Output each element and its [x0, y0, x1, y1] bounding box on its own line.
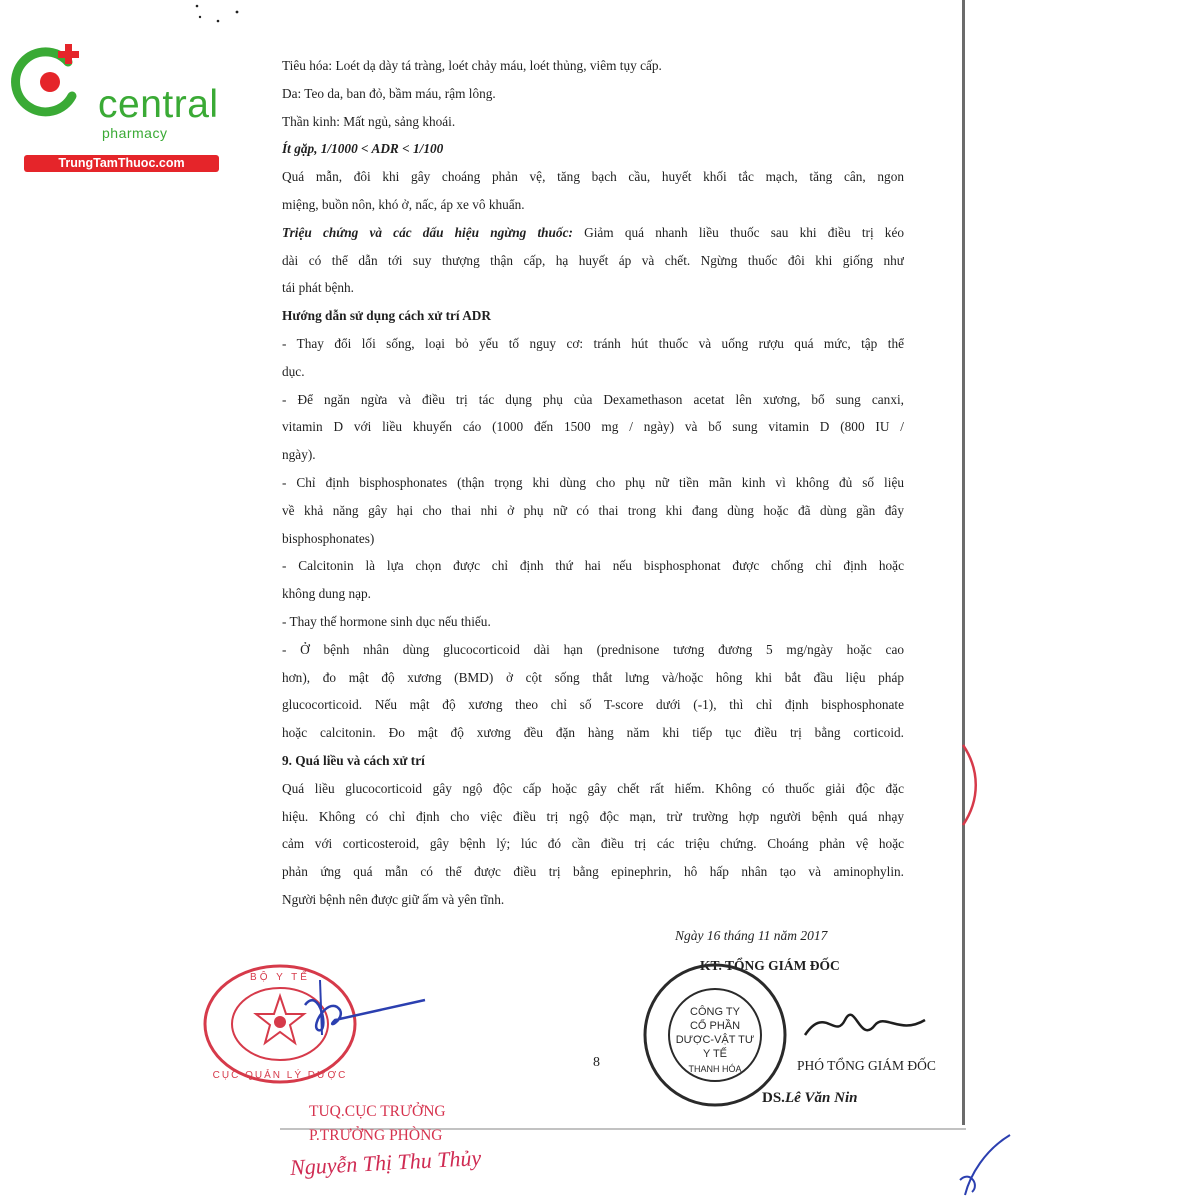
blue-signature-icon: [300, 975, 430, 1045]
text-line: - Thay thế hormone sinh dục nếu thiếu.: [282, 613, 491, 629]
corner-signature-icon: [950, 1130, 1020, 1200]
text-line: Da: Teo da, ban đỏ, bầm máu, rậm lông.: [282, 85, 496, 101]
text-line: - Calcitonin là lựa chọn được chỉ định thứ hai nếu bisphosphonat được chống chỉ định hoặc: [282, 558, 904, 574]
section-heading: Hướng dẫn sử dụng cách xử trí ADR: [282, 308, 491, 324]
page-number: 8: [593, 1055, 600, 1070]
svg-text:CÔNG TY: CÔNG TY: [690, 1006, 740, 1018]
svg-text:DƯỢC-VẬT TƯ: DƯỢC-VẬT TƯ: [675, 1034, 755, 1046]
text-line: [282, 219, 904, 247]
text-line: Tiêu hóa: Loét dạ dày tá tràng, loét chảy máu, loét thủng, viêm tụy cấp.: [282, 58, 662, 73]
svg-text:CỤC QUẢN LÝ DƯỢC: CỤC QUẢN LÝ DƯỢC: [212, 1070, 348, 1081]
text-line: Quá liều glucocorticoid gây ngộ độc cấp hoặc gây chết rất hiếm. Không có thuốc giải độc đặc: [282, 780, 904, 796]
text-line: hiệu. Không có chỉ định cho việc điều trị ngộ độc mạn, trừ trường hợp người bệnh quá nhạy: [282, 808, 904, 824]
section-heading: 9. Quá liều và cách xử trí: [282, 752, 425, 768]
document-body: [282, 52, 904, 914]
text-line: tái phát bệnh.: [282, 280, 355, 296]
signer-title: KT. TỔNG GIÁM ĐỐC: [700, 958, 840, 973]
inline-heading: Triệu chứng và các dấu hiệu ngừng thuốc:: [282, 224, 573, 240]
text-line: glucocorticoid. Nếu mật độ xương theo chỉ số T-score dưới (-1), thì chỉ định bisphosphonate: [282, 697, 904, 713]
text-line: phản ứng quá mẫn có thể được điều trị bằng epinephrin, hô hấp nhân tạo và aminophylin.: [282, 864, 904, 880]
text-line: cảm với corticosteroid, gây bệnh lý; lúc đó cần điều trị các triệu chứng. Choáng phản vệ hoặc: [282, 836, 904, 852]
text-line: hoặc calcitonin. Đo mật độ xương đều đặn hàng năm khi tiếp tục điều trị bằng corticoid.: [282, 725, 904, 741]
text-line: dục.: [282, 363, 305, 379]
text-line: vitamin D với liều khuyến cáo (1000 đến 1500 mg / ngày) và bổ sung vitamin D (800 IU /: [282, 419, 904, 435]
signing-date: Ngày 16 tháng 11 năm 2017: [675, 928, 828, 943]
text-line: Quá mẫn, đôi khi gây choáng phản vệ, tăng bạch cầu, huyết khối tắc mạch, tăng cân, ngon: [282, 169, 904, 185]
red-title-2: P.TRƯỞNG PHÒNG: [309, 1127, 443, 1144]
red-title-1: TUQ.CỤC TRƯỞNG: [309, 1103, 446, 1120]
inline-text: Giảm quá nhanh liều thuốc sau khi điều trị kéo: [584, 224, 904, 240]
svg-text:Y TẾ: Y TẾ: [702, 1048, 728, 1060]
text-line: bisphosphonates): [282, 530, 375, 546]
pharmacy-logo[interactable]: [10, 38, 219, 170]
text-line: Người bệnh nên được giữ ấm và yên tĩnh.: [282, 891, 505, 907]
text-line: - Để ngăn ngừa và điều trị tác dụng phụ của Dexamethason acetat lên xương, bổ sung canxi,: [282, 391, 904, 407]
director-signature-icon: [800, 995, 930, 1050]
text-line: Thần kinh: Mất ngủ, sảng khoái.: [282, 113, 456, 129]
text-line: - Thay đổi lối sống, loại bỏ yếu tố nguy cơ: tránh hút thuốc và uống rượu quá mức, tập thể: [282, 335, 904, 351]
section-heading: Ít gặp, 1/1000 < ADR < 1/100: [282, 141, 444, 157]
text-line: - Ở bệnh nhân dùng glucocorticoid dài hạn (prednisone tương đương 5 mg/ngày hoặc cao: [282, 641, 904, 657]
svg-text:THANH HÓA: THANH HÓA: [688, 1064, 742, 1074]
text-line: về khả năng gây hại cho thai nhi ở phụ nữ có thai trong khi đang dùng hoặc đã dùng gần đây: [282, 502, 904, 518]
red-signature-name: Nguyễn Thị Thu Thủy: [289, 1145, 482, 1180]
logo-name: central: [98, 83, 219, 126]
edge-stamp-mark-icon: [955, 740, 985, 830]
page-edge: [962, 0, 965, 1125]
text-line: miệng, buồn nôn, khó ở, nấc, áp xe vô khuẩn.: [282, 196, 525, 212]
text-line: dài có thể dẫn tới suy thượng thận cấp, hạ huyết áp và chết. Ngừng thuốc đôi khi giống như: [282, 252, 904, 268]
svg-text:CỔ PHẦN: CỔ PHẦN: [689, 1020, 741, 1032]
logo-subtitle: pharmacy: [102, 125, 168, 141]
svg-text:BỘ Y TẾ: BỘ Y TẾ: [250, 972, 310, 983]
signer-name-text: Lê Văn Nin: [784, 1090, 858, 1106]
signer-subtitle: PHÓ TỔNG GIÁM ĐỐC: [797, 1058, 936, 1073]
text-line: ngày).: [282, 447, 316, 463]
signer-prefix: DS.: [762, 1090, 785, 1106]
text-line: hơn), đo mật độ xương (BMD) ở cột sống thắt lưng và/hoặc hông khi bắt đầu liệu pháp: [282, 669, 904, 685]
company-stamp-icon: [640, 960, 790, 1110]
logo-url[interactable]: TrungTamThuoc.com: [24, 155, 219, 172]
scan-specks: [185, 0, 255, 30]
logo-mark-icon: [10, 40, 90, 120]
text-line: không dung nạp.: [282, 586, 372, 602]
text-line: - Chỉ định bisphosphonates (thận trọng khi dùng cho phụ nữ tiền mãn kinh vì không đủ số liệu: [282, 474, 904, 490]
